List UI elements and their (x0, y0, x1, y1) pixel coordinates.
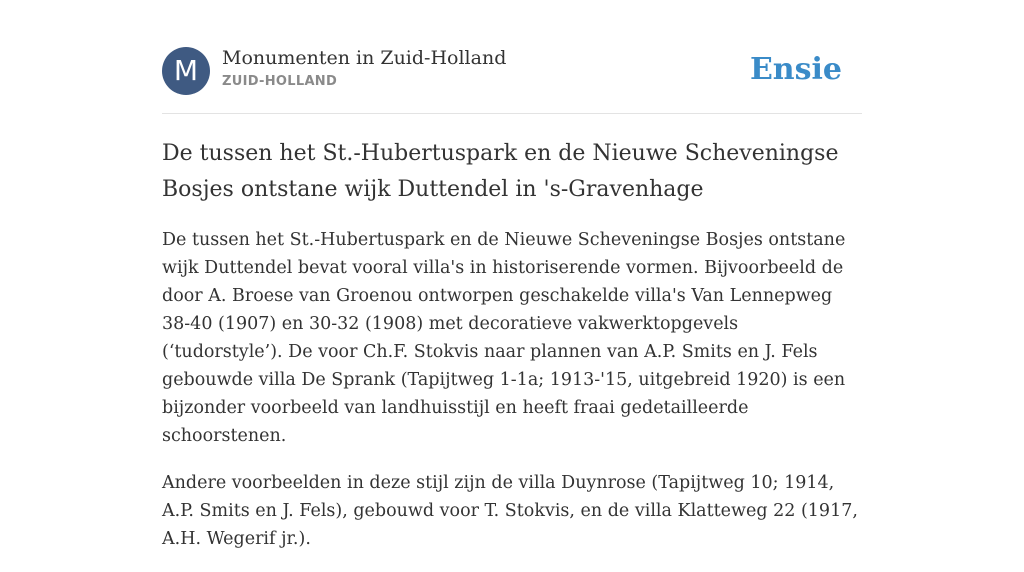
avatar[interactable]: M (162, 47, 210, 95)
article-content (162, 226, 862, 572)
site-subtitle[interactable]: ZUID-HOLLAND (222, 74, 338, 89)
article-paragraph: De tussen het St.-Hubertuspark en de Nieuwe Scheveningse Bosjes ontstane wijk Duttendel bevat vooral villa's in historiserende vormen. Bijvoorbeeld de door A. Broese van Groenou ontworpen geschakelde villa's Van Lennepweg 38-40 (1907) en 30-32 (1908) met decoratieve vakwerktopgevels (‘tudorstyle’). De voor Ch.F. Stokvis naar plannen van A.P. Smits en J. Fels gebouwde villa De Sprank (Tapijtweg 1-1a; 1913-'15, uitgebreid 1920) is een bijzonder voorbeeld van landhuisstijl en heeft fraai gedetailleerde schoorstenen. (162, 230, 846, 446)
site-title[interactable]: Monumenten in Zuid-Holland (222, 47, 507, 69)
brand-logo[interactable]: Ensie (749, 52, 842, 87)
header-divider (162, 113, 862, 114)
article-paragraph: Andere voorbeelden in deze stijl zijn de villa Duynrose (Tapijtweg 10; 1914, A.P. Smits en J. Fels), gebouwd voor T. Stokvis, en de villa Klatteweg 22 (1917, A.H. Wegerif jr.). (162, 473, 858, 549)
article-title: De tussen het St.-Hubertuspark en de Nieuwe Scheveningse Bosjes ontstane wijk Duttendel in 's-Gravenhage (162, 141, 839, 202)
header (162, 46, 862, 96)
